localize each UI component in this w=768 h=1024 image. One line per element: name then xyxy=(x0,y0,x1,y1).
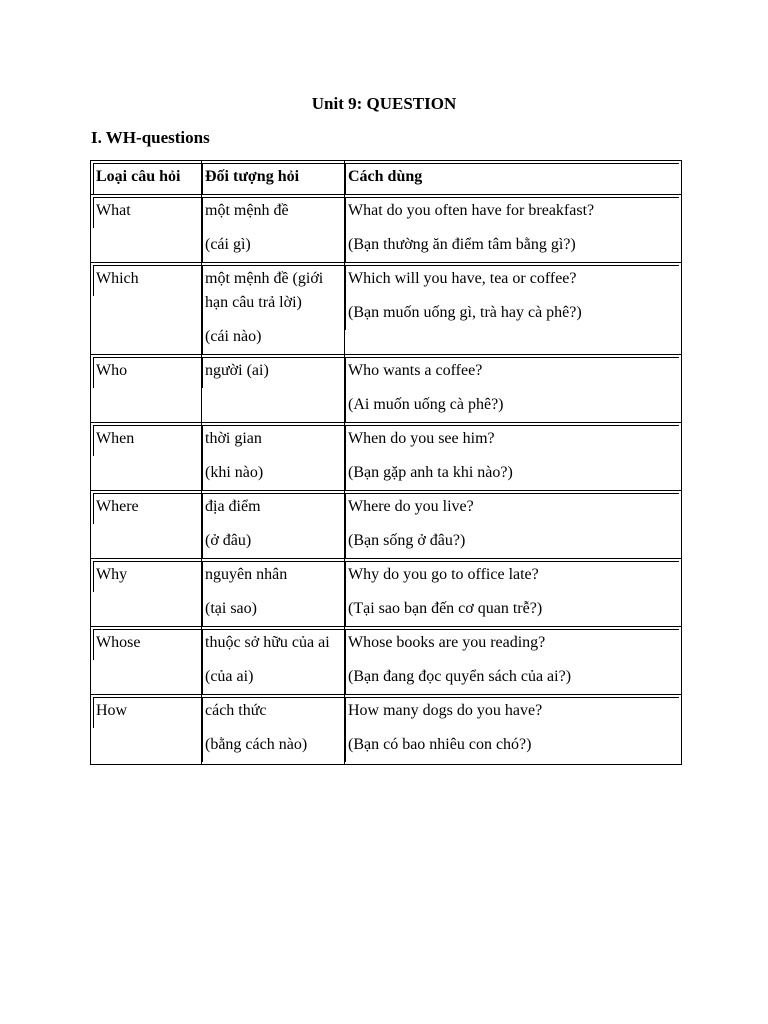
wh-questions-table-wrap xyxy=(90,160,680,765)
object-translation: (bằng cách nào) xyxy=(205,736,308,753)
table-row xyxy=(91,423,681,491)
question-usage-cell xyxy=(345,197,679,262)
object-description: người (ai) xyxy=(205,362,269,379)
object-description: thời gian xyxy=(205,430,262,447)
example-sentence: Where do you live? xyxy=(348,498,474,515)
question-type-cell xyxy=(93,561,201,592)
table-row xyxy=(91,491,681,559)
question-usage-cell xyxy=(345,561,679,626)
table-row xyxy=(91,355,681,423)
question-object-cell xyxy=(202,697,344,762)
example-sentence: What do you often have for breakfast? xyxy=(348,202,595,219)
section-heading: I. WH-questions xyxy=(91,128,210,147)
question-object-cell xyxy=(202,197,344,262)
question-type-cell xyxy=(93,629,201,660)
object-translation: (ở đâu) xyxy=(205,532,252,549)
object-translation: (cái gì) xyxy=(205,236,251,253)
question-object-cell xyxy=(202,425,344,490)
table-row xyxy=(91,195,681,263)
example-sentence: How many dogs do you have? xyxy=(348,702,543,719)
question-word: When xyxy=(96,430,135,447)
example-translation: (Bạn thường ăn điểm tâm bằng gì?) xyxy=(348,236,576,253)
object-description: địa điểm xyxy=(205,498,261,515)
object-translation: (tại sao) xyxy=(205,600,257,617)
question-type-cell xyxy=(93,265,201,296)
table-row xyxy=(91,263,681,355)
object-description: cách thức xyxy=(205,702,267,719)
wh-questions-table xyxy=(90,160,682,765)
question-object-cell xyxy=(202,357,344,388)
table-row xyxy=(91,627,681,695)
object-description: thuộc sở hữu của ai xyxy=(205,634,330,651)
question-type-cell xyxy=(93,197,201,228)
example-sentence: When do you see him? xyxy=(348,430,495,447)
object-translation: (cái nào) xyxy=(205,328,262,345)
question-object-cell xyxy=(202,561,344,626)
table-row xyxy=(91,559,681,627)
object-description: một mệnh đề xyxy=(205,202,289,219)
example-translation: (Bạn muốn uống gì, trà hay cà phê?) xyxy=(348,304,582,321)
question-type-cell xyxy=(93,357,201,388)
header-cell-usage: Cách dùng xyxy=(345,163,679,194)
table-row xyxy=(91,695,681,764)
object-translation: (của ai) xyxy=(205,668,254,685)
question-word: How xyxy=(96,702,128,719)
example-sentence: Whose books are you reading? xyxy=(348,634,546,651)
question-word: Whose xyxy=(96,634,141,651)
example-translation: (Bạn gặp anh ta khi nào?) xyxy=(348,464,513,481)
question-word: What xyxy=(96,202,131,219)
header-cell-object: Đối tượng hỏi xyxy=(202,163,344,194)
object-translation: (khi nào) xyxy=(205,464,264,481)
question-usage-cell xyxy=(345,265,679,330)
question-usage-cell xyxy=(345,425,679,490)
question-type-cell xyxy=(93,425,201,456)
example-translation: (Ai muốn uống cà phê?) xyxy=(348,396,504,413)
page-title: Unit 9: QUESTION xyxy=(311,94,457,113)
header-cell-type: Loại câu hỏi xyxy=(93,163,201,194)
example-translation: (Bạn có bao nhiêu con chó?) xyxy=(348,736,532,753)
question-type-cell xyxy=(93,697,201,728)
example-sentence: Why do you go to office late? xyxy=(348,566,539,583)
question-object-cell xyxy=(202,629,344,694)
question-usage-cell xyxy=(345,493,679,558)
question-usage-cell xyxy=(345,629,679,694)
example-translation: (Bạn sống ở đâu?) xyxy=(348,532,466,549)
object-description: một mệnh đề (giới hạn câu trả lời) xyxy=(205,270,324,311)
question-usage-cell xyxy=(345,357,679,422)
question-word: Why xyxy=(96,566,128,583)
example-sentence: Which will you have, tea or coffee? xyxy=(348,270,577,287)
question-usage-cell xyxy=(345,697,679,762)
question-word: Which xyxy=(96,270,139,287)
question-word: Where xyxy=(96,498,139,515)
question-object-cell xyxy=(202,493,344,558)
question-type-cell xyxy=(93,493,201,524)
question-object-cell xyxy=(202,265,344,354)
object-description: nguyên nhân xyxy=(205,566,288,583)
question-word: Who xyxy=(96,362,128,379)
table-header-row xyxy=(91,161,681,195)
example-translation: (Bạn đang đọc quyển sách của ai?) xyxy=(348,668,572,685)
example-translation: (Tại sao bạn đến cơ quan trễ?) xyxy=(348,600,543,617)
example-sentence: Who wants a coffee? xyxy=(348,362,483,379)
